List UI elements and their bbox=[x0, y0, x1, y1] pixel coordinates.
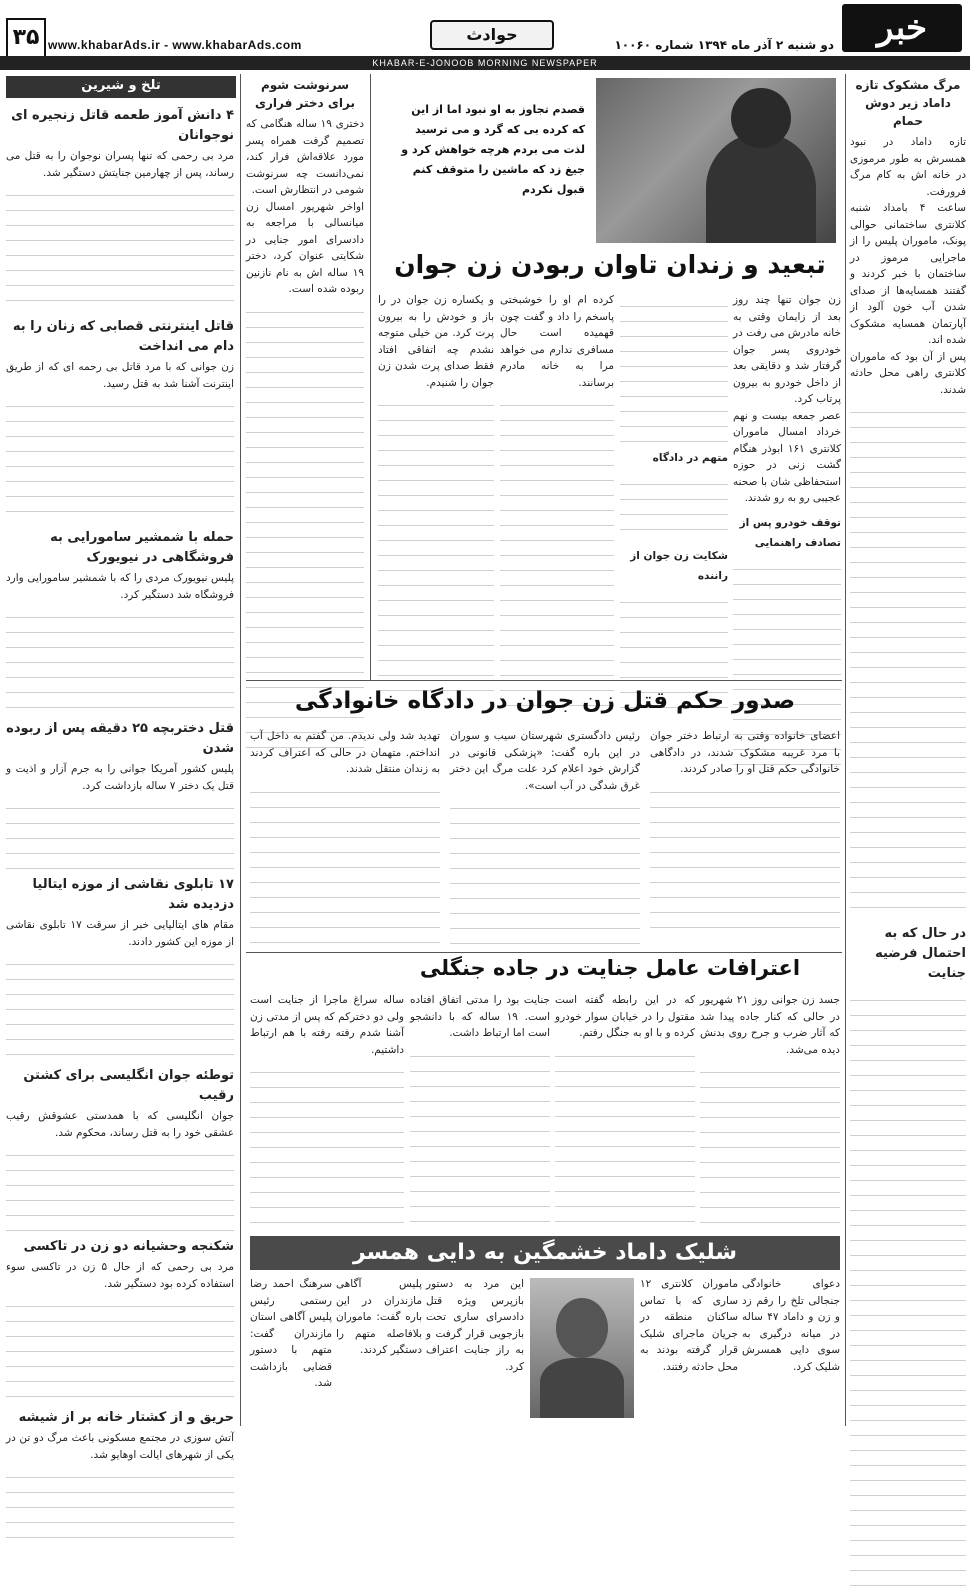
text-filler bbox=[850, 986, 966, 1586]
article1-col4 bbox=[378, 292, 494, 672]
article1-text: زن جوان تنها چند روز بعد از زایمان وقتی به خانه مادرش می رفت در خودروی پسر جوان گرفتار شد و دقایقی بعد از داخل خودرو به بیرون پرتاب کرد. bbox=[733, 294, 841, 405]
photo-quote: قصدم تجاوز به او نبود اما از این که کرده بی که گرد و می ترسید لذت می بردم هرچه خواهش کرد و جیغ زد که ماشین را متوقف کنم قبول نکردم bbox=[401, 103, 585, 196]
interrogation-photo bbox=[596, 78, 836, 243]
article2-col2 bbox=[450, 728, 640, 948]
article2-text: رئیس دادگستری شهرستان سیب و سوران در این باره گفت: «پزشکی قانونی در گزارش خود اعلام کرد علت مرگ این دختر غرق شدگی در آب است». bbox=[450, 730, 640, 792]
left-column-title[interactable]: تلخ و شیرین bbox=[6, 76, 236, 98]
article3-text: ساله سراغ ماجرا از جنایت است ولی دو دخترکم که پس از مدتی زن آشنا شدم رفته رفته با هم ارتباط داشتیم. bbox=[250, 994, 404, 1056]
article1-col1 bbox=[733, 292, 841, 672]
article3-text: که در این رابطه گفته است مقتول را در خیابان سوار خودرو کرده و با او به جنگل رفتم. bbox=[555, 994, 695, 1039]
article2-text: تهدید شد ولی ندیدم. من گفتم به داخل آب انداختم. متهمان در حالی که اعتراف کردند به زندان منتقل شدند. bbox=[250, 730, 440, 775]
suspect-silhouette bbox=[706, 133, 816, 243]
headline-jungle-road[interactable]: اعترافات عامل جنایت در جاده جنگلی bbox=[419, 956, 801, 980]
headline-groom-shooting[interactable]: شلیک داماد خشمگین به دایی همسر bbox=[250, 1236, 840, 1270]
article1-col3 bbox=[500, 292, 614, 672]
brief-text: مرد بی رحمی که تنها پسران نوجوان را به قتل می رساند، پس از چهارمین جنایتش دستگیر شد. bbox=[6, 150, 234, 179]
covered-face-photo bbox=[530, 1278, 634, 1418]
text-filler bbox=[378, 391, 494, 701]
text-filler bbox=[555, 1042, 695, 1232]
right-column-title[interactable]: مرگ مشکوک تازه داماد زیر دوش حمام bbox=[855, 78, 961, 128]
banner-col5 bbox=[250, 1276, 332, 1424]
masthead bbox=[0, 0, 970, 72]
issue-date: دو شنبه ۲ آذر ماه ۱۳۹۴ شماره ۱۰۰۶۰ bbox=[614, 38, 834, 52]
column-divider bbox=[370, 74, 371, 680]
mid-column-paragraph: اواخر شهریور امسال زن میانسالی با مراجعه به دادسرای امور جنایی در شکایتی عنوان کرد، دختر ۱۹ ساله اش به نام نازنین ربوده شده است. bbox=[246, 200, 364, 295]
article3-col3 bbox=[410, 992, 550, 1230]
right-column-paragraph: ساعت ۴ بامداد شنبه کلانتری ساختمانی حوالی پونک، ماموران پلیس را از ماجرایی مرموز در ساختمان با خبر کردند و گفتند همسایه‌ها از صدای شدن آب خون آلود از آپارتمان همسایه مشکوک شده اند. bbox=[850, 202, 966, 346]
brief-headline[interactable]: ۱۷ تابلوی نقاشی از موزه ایتالیا دزدیده شد bbox=[32, 877, 234, 912]
banner-col3 bbox=[426, 1276, 524, 1424]
article1-text: و یکساره زن جوان در را باز و خودش را به بیرون پرت کرد. من خیلی متوجه نشدم چه اتفاقی افتاد فقط صدای پرت شدن زن جوان را شنیدم. bbox=[378, 294, 494, 389]
column-divider bbox=[240, 74, 241, 1426]
article3-col2 bbox=[555, 992, 695, 1230]
article1-subhead: توقف خودرو پس از تصادف راهنمایی bbox=[739, 516, 841, 549]
text-filler bbox=[650, 778, 840, 938]
section-title[interactable]: حوادث bbox=[430, 20, 554, 50]
text-filler bbox=[6, 181, 234, 311]
text-filler bbox=[850, 398, 966, 918]
text-filler bbox=[6, 794, 234, 869]
article1-subhead: متهم در دادگاه bbox=[652, 452, 728, 464]
brief-headline[interactable]: قتل دختربچه ۲۵ دقیقه پس از ربوده شدن bbox=[6, 721, 234, 756]
text-filler bbox=[250, 1058, 404, 1238]
right-column-paragraph: پس از آن بود که ماموران کلانتری راهی محل حادثه شدند. bbox=[850, 350, 966, 396]
brief-headline[interactable]: توطئه جوان انگلیسی برای کشتن رقیب bbox=[23, 1068, 234, 1103]
suspect-head bbox=[731, 88, 791, 148]
article1-text: عصر جمعه بیست و نهم خرداد امسال ماموران کلانتری ۱۶۱ ابوذر هنگام گشت زنی در حوزه استحفاظی شان با صحنه عجیبی رو به رو شدند. bbox=[733, 409, 841, 504]
banner-text: سرهنگ احمد رضا رستمی رئیس پلیس آگاهی استان مازندران گفت: متهم با دستور قضایی بازداشت شد. bbox=[250, 1278, 332, 1389]
left-column bbox=[6, 100, 234, 1461]
text-filler bbox=[6, 950, 234, 1060]
site-url[interactable]: www.khabarAds.ir - www.khabarAds.com bbox=[48, 38, 302, 52]
banner-text: پلیس آگاهی مازندران در این باره گفت: ماموران بلافاصله متهم را دستگیر کردند. bbox=[336, 1278, 422, 1356]
banner-col1 bbox=[742, 1276, 840, 1424]
banner-text: این مرد به دستور بازپرس ویژه قتل دادسرای ساری تحت بازجویی قرار گرفت و به راز جنایت اعتراف کرد. bbox=[426, 1278, 524, 1373]
brief-headline[interactable]: قاتل اینترنتی قصابی که زنان را به دام می انداخت bbox=[12, 319, 234, 354]
text-filler bbox=[6, 392, 234, 522]
column-divider bbox=[845, 74, 846, 1426]
article3-col1 bbox=[700, 992, 840, 1230]
article3-text: جنایت بود را مدتی اتفاق افتاده است. ۱۹ ساله که با دانشجو است اما ارتباط داشت. bbox=[410, 994, 551, 1039]
brief-headline[interactable]: ۴ دانش آموز طعمه قاتل زنجیره ای نوجوانان bbox=[11, 108, 234, 143]
page-number: ۳۵ bbox=[6, 18, 46, 58]
brief-text: پلیس کشور آمریکا جوانی را به جرم آزار و اذیت و قتل یک دختر ۷ ساله بازداشت کرد. bbox=[6, 763, 234, 792]
text-filler bbox=[500, 391, 614, 711]
brief-text: زن جوانی که با مرد قاتل بی رحمه ای که از طریق اینترنت آشنا شد به قتل رسید. bbox=[6, 361, 234, 390]
logo-subtitle: جنوب bbox=[842, 2, 864, 12]
article2-col1 bbox=[650, 728, 840, 948]
text-filler bbox=[6, 1292, 234, 1402]
masthead-band: KHABAR-E-JONOOB MORNING NEWSPAPER bbox=[0, 56, 970, 70]
article3-col4 bbox=[250, 992, 404, 1230]
text-filler bbox=[620, 292, 728, 442]
section-divider bbox=[246, 680, 842, 681]
headline-kidnapping[interactable]: تبعید و زندان تاوان ربودن زن جوان bbox=[394, 250, 826, 279]
right-column-subhead: در حال که به احتمال فرضیه جنایت bbox=[875, 926, 966, 981]
brief-text: مرد بی رحمی که از حال ۵ زن در تاکسی سوء استفاده کرده بود دستگیر شد. bbox=[6, 1261, 234, 1290]
text-filler bbox=[250, 778, 440, 948]
brief-text: پلیس نیویورک مردی را که با شمشیر سامورایی وارد فروشگاه شد دستگیر کرد. bbox=[6, 572, 234, 601]
text-filler bbox=[450, 794, 640, 954]
person-body bbox=[540, 1358, 624, 1418]
brief-headline[interactable]: حمله با شمشیر سامورایی به فروشگاهی در نیویورک bbox=[50, 530, 234, 565]
brief-headline[interactable]: حریق و از کشتار خانه بر از شیشه bbox=[18, 1410, 234, 1425]
article3-text: جسد زن جوانی روز ۲۱ شهریور در حالی که کنار جاده پیدا شد که آثار ضرب و جرح روی بدنش دیده می‌شد. bbox=[700, 994, 840, 1056]
brief-text: آتش سوزی در مجتمع مسکونی باعث مرگ دو تن در یکی از شهرهای ایالت اوهایو شد. bbox=[6, 1432, 234, 1461]
newspaper-logo[interactable]: خبر bbox=[842, 4, 962, 52]
mid-column-lead: دختری ۱۹ ساله هنگامی که تصمیم گرفت همراه پسر مورد علاقه‌اش فرار کند، نمی‌دانست چه سرنوشت شومی در انتظارش است. bbox=[246, 118, 365, 196]
banner-col4 bbox=[336, 1276, 422, 1424]
brief-text: جوان انگلیسی که با همدستی عشوقش رقیب عشقی خود را به قتل رساند، محکوم شد. bbox=[6, 1110, 234, 1139]
article1-subhead: شکایت زن جوان از راننده bbox=[630, 550, 728, 582]
article1-col2 bbox=[620, 292, 728, 672]
text-filler bbox=[6, 603, 234, 713]
banner-text: دعوای خانوادگی جنجالی تلخ را رقم زد و زن و داماد ۴۷ ساله در میانه درگیری به سوی دایی همسرش شلیک کرد. bbox=[742, 1278, 840, 1373]
article1-text: کرده ام او را خوشبختی پاسخم را داد و گفت چون قهمیده است حال مسافری ندارم می خواهد مرا به خانه مادرم برسانند. bbox=[500, 294, 614, 389]
article2-col3 bbox=[250, 728, 440, 948]
brief-headline[interactable]: شکنجه وحشیانه دو زن در تاکسی bbox=[23, 1239, 234, 1254]
text-filler bbox=[700, 1058, 840, 1228]
right-column-lead: تازه داماد در نبود همسرش به طور مرموزی در خانه اش به کام مرگ فرورفت. bbox=[850, 136, 966, 198]
text-filler bbox=[410, 1042, 550, 1232]
banner-col2 bbox=[640, 1276, 738, 1424]
person-head bbox=[556, 1298, 608, 1358]
mid-column-title[interactable]: سرنوشت شوم برای دختر فراری bbox=[255, 78, 355, 110]
article2-text: اعضای خانواده وقتی به ارتباط دختر جوان با مرد غریبه مشکوک شدند، در دادگاهی خانوادگی حکم قتل او را صادر کردند. bbox=[650, 730, 840, 775]
brief-text: مقام های ایتالیایی خبر از سرقت ۱۷ تابلوی نقاشی از موزه این کشور دادند. bbox=[6, 919, 234, 948]
right-column bbox=[850, 76, 966, 1424]
text-filler bbox=[6, 1141, 234, 1231]
text-filler bbox=[6, 1463, 234, 1543]
headline-family-court[interactable]: صدور حکم قتل زن جوان در دادگاه خانوادگی bbox=[294, 688, 796, 714]
text-filler bbox=[620, 470, 728, 540]
banner-text: ماموران کلانتری ۱۲ ساری که با تماس ساکنان منطقه در جریان ماجرای شلیک قرار گرفته بودند به محل حادثه رفتند. bbox=[640, 1278, 738, 1373]
section-divider bbox=[246, 952, 842, 953]
mid-column bbox=[246, 76, 364, 676]
